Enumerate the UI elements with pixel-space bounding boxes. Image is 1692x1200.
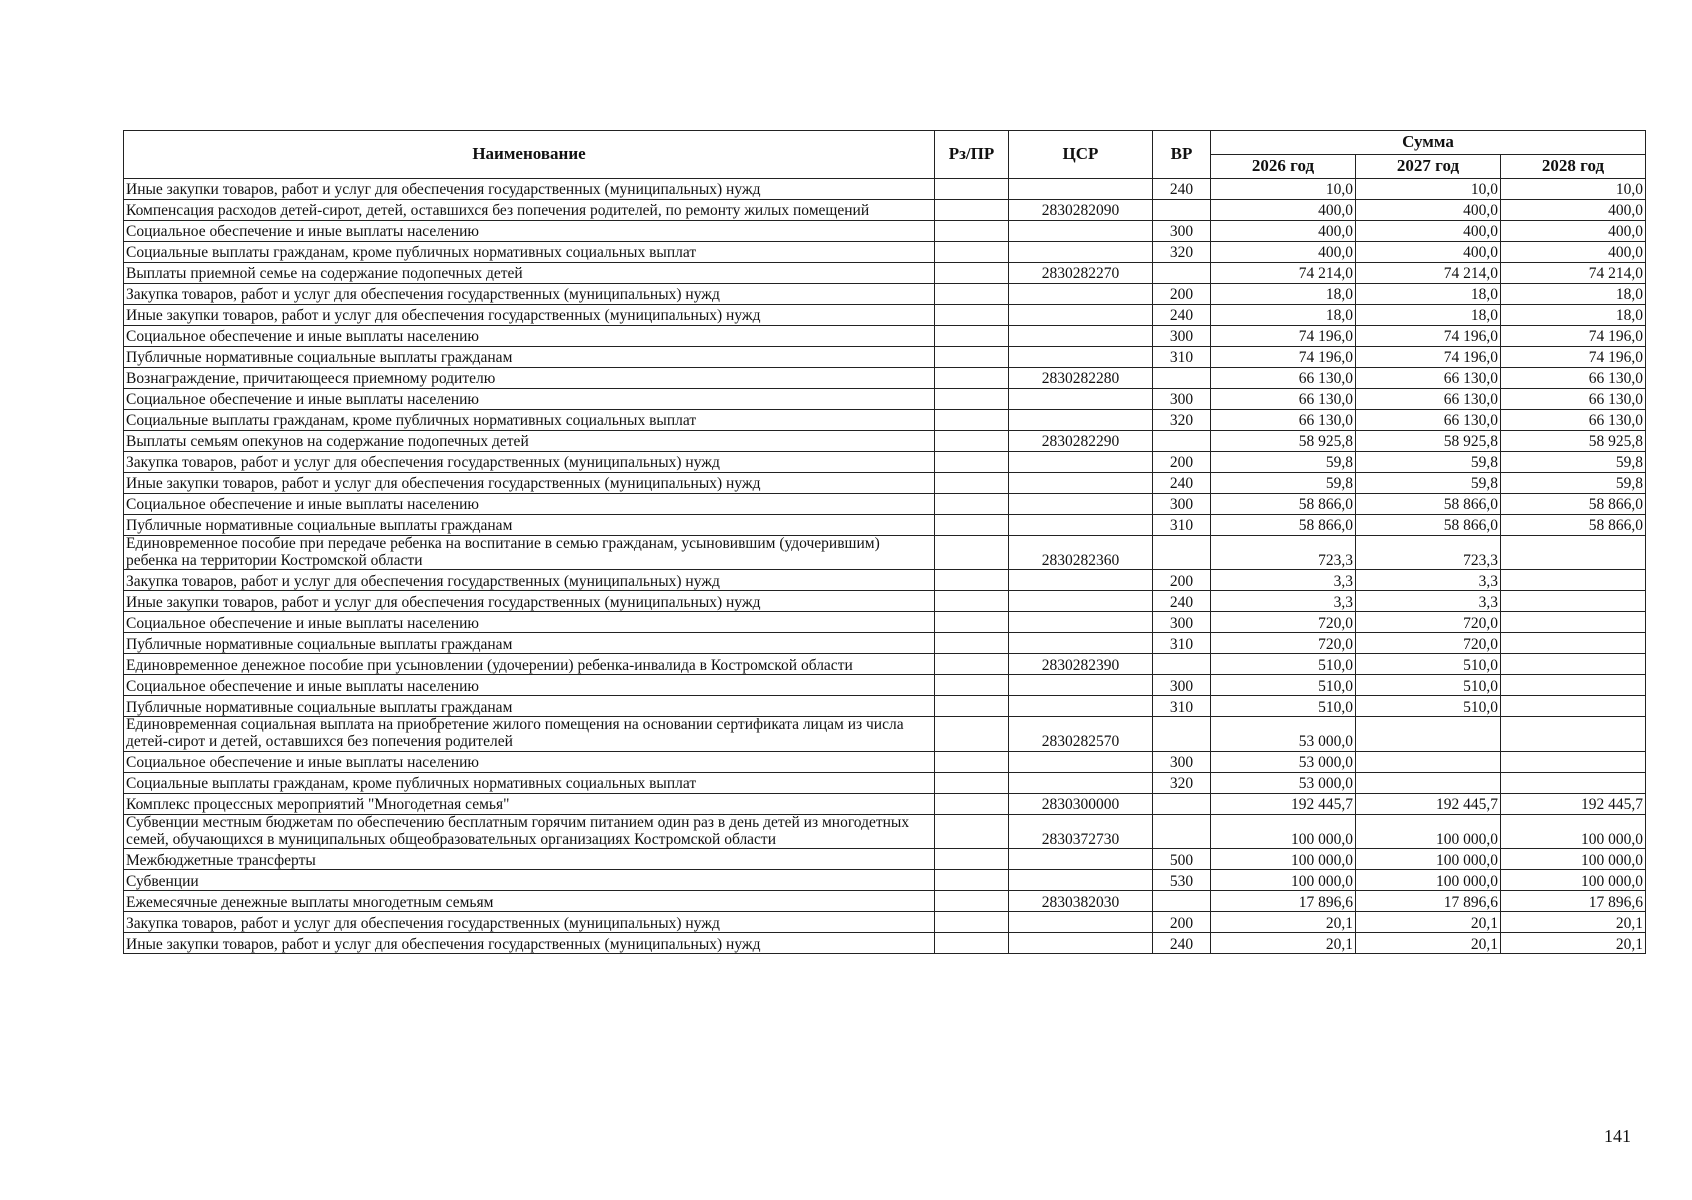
cell-name: Субвенции местным бюджетам по обеспечению бесплатным горячим питанием один раз в день детей из многодетных семей, обучающихся в муниципальных общеобразовательных организациях Костромской области	[124, 814, 935, 848]
table-row	[124, 751, 1646, 772]
cell-2028: 192 445,7	[1501, 793, 1646, 814]
cell-vr: 310	[1153, 515, 1211, 536]
cell-2027: 66 130,0	[1356, 410, 1501, 431]
cell-vr	[1153, 793, 1211, 814]
cell-csr: 2830282360	[1009, 536, 1153, 570]
cell-csr	[1009, 772, 1153, 793]
cell-csr	[1009, 179, 1153, 200]
cell-2028: 74 196,0	[1501, 326, 1646, 347]
cell-name: Публичные нормативные социальные выплаты гражданам	[124, 696, 935, 717]
cell-2026: 74 196,0	[1211, 347, 1356, 368]
cell-2028	[1501, 675, 1646, 696]
cell-2027: 18,0	[1356, 305, 1501, 326]
cell-csr	[1009, 473, 1153, 494]
cell-2026: 720,0	[1211, 633, 1356, 654]
cell-2027: 74 196,0	[1356, 326, 1501, 347]
cell-2028: 74 214,0	[1501, 263, 1646, 284]
cell-csr	[1009, 912, 1153, 933]
cell-rzpr	[935, 675, 1009, 696]
cell-2026: 17 896,6	[1211, 891, 1356, 912]
cell-csr	[1009, 570, 1153, 591]
cell-vr: 310	[1153, 347, 1211, 368]
cell-name: Социальное обеспечение и иные выплаты населению	[124, 612, 935, 633]
cell-2026: 3,3	[1211, 570, 1356, 591]
table-row	[124, 326, 1646, 347]
cell-rzpr	[935, 221, 1009, 242]
table-row	[124, 179, 1646, 200]
cell-name: Единовременная социальная выплата на приобретение жилого помещения на основании сертификата лицам из числа детей-сирот и детей, оставшихся без попечения родителей	[124, 717, 935, 751]
cell-2027: 100 000,0	[1356, 814, 1501, 848]
cell-csr	[1009, 696, 1153, 717]
cell-csr	[1009, 591, 1153, 612]
cell-csr	[1009, 870, 1153, 891]
cell-2027: 400,0	[1356, 200, 1501, 221]
cell-rzpr	[935, 263, 1009, 284]
cell-2026: 58 866,0	[1211, 494, 1356, 515]
cell-2026: 18,0	[1211, 305, 1356, 326]
cell-vr: 240	[1153, 591, 1211, 612]
table-header	[124, 131, 1646, 179]
cell-vr: 310	[1153, 633, 1211, 654]
cell-2026: 192 445,7	[1211, 793, 1356, 814]
cell-vr: 320	[1153, 772, 1211, 793]
table-row	[124, 515, 1646, 536]
cell-2026: 100 000,0	[1211, 814, 1356, 848]
cell-2027: 720,0	[1356, 633, 1501, 654]
cell-csr: 2830282280	[1009, 368, 1153, 389]
cell-name: Вознаграждение, причитающееся приемному родителю	[124, 368, 935, 389]
cell-2026: 720,0	[1211, 612, 1356, 633]
cell-rzpr	[935, 591, 1009, 612]
cell-2026: 510,0	[1211, 675, 1356, 696]
cell-name: Публичные нормативные социальные выплаты гражданам	[124, 347, 935, 368]
header-csr: ЦСР	[1009, 131, 1153, 179]
cell-vr: 240	[1153, 933, 1211, 954]
table-row	[124, 772, 1646, 793]
cell-2028: 74 196,0	[1501, 347, 1646, 368]
cell-2026: 510,0	[1211, 654, 1356, 675]
cell-2027: 723,3	[1356, 536, 1501, 570]
cell-2026: 59,8	[1211, 452, 1356, 473]
table-row	[124, 536, 1646, 570]
cell-rzpr	[935, 633, 1009, 654]
cell-2027: 510,0	[1356, 696, 1501, 717]
cell-2026: 66 130,0	[1211, 389, 1356, 410]
cell-2026: 58 866,0	[1211, 515, 1356, 536]
cell-name: Социальное обеспечение и иные выплаты населению	[124, 389, 935, 410]
cell-2027: 18,0	[1356, 284, 1501, 305]
cell-vr: 300	[1153, 612, 1211, 633]
cell-2028	[1501, 696, 1646, 717]
cell-2028: 10,0	[1501, 179, 1646, 200]
cell-2028: 100 000,0	[1501, 814, 1646, 848]
cell-2028: 100 000,0	[1501, 870, 1646, 891]
cell-rzpr	[935, 326, 1009, 347]
cell-rzpr	[935, 570, 1009, 591]
cell-name: Единовременное пособие при передаче ребенка на воспитание в семью гражданам, усыновившим (удочерившим) ребенка на территории Костромской области	[124, 536, 935, 570]
table-row	[124, 675, 1646, 696]
table-row	[124, 494, 1646, 515]
cell-2026: 59,8	[1211, 473, 1356, 494]
cell-name: Иные закупки товаров, работ и услуг для обеспечения государственных (муниципальных) нужд	[124, 473, 935, 494]
cell-name: Иные закупки товаров, работ и услуг для обеспечения государственных (муниципальных) нужд	[124, 305, 935, 326]
cell-vr	[1153, 717, 1211, 751]
cell-csr	[1009, 515, 1153, 536]
cell-2026: 20,1	[1211, 933, 1356, 954]
cell-2028: 58 925,8	[1501, 431, 1646, 452]
table-row	[124, 696, 1646, 717]
cell-csr	[1009, 612, 1153, 633]
cell-2027	[1356, 717, 1501, 751]
table-row	[124, 473, 1646, 494]
cell-name: Субвенции	[124, 870, 935, 891]
cell-2028	[1501, 633, 1646, 654]
cell-2027	[1356, 772, 1501, 793]
cell-vr: 200	[1153, 284, 1211, 305]
cell-2026: 53 000,0	[1211, 717, 1356, 751]
cell-2028: 66 130,0	[1501, 368, 1646, 389]
cell-2028: 58 866,0	[1501, 515, 1646, 536]
cell-csr	[1009, 389, 1153, 410]
cell-2028	[1501, 751, 1646, 772]
cell-csr	[1009, 933, 1153, 954]
cell-2026: 18,0	[1211, 284, 1356, 305]
cell-vr: 300	[1153, 326, 1211, 347]
cell-vr: 200	[1153, 570, 1211, 591]
cell-csr: 2830300000	[1009, 793, 1153, 814]
cell-rzpr	[935, 242, 1009, 263]
cell-csr	[1009, 452, 1153, 473]
cell-2026: 53 000,0	[1211, 751, 1356, 772]
cell-rzpr	[935, 612, 1009, 633]
cell-rzpr	[935, 933, 1009, 954]
cell-rzpr	[935, 473, 1009, 494]
table-row	[124, 612, 1646, 633]
cell-name: Социальное обеспечение и иные выплаты населению	[124, 221, 935, 242]
cell-csr	[1009, 326, 1153, 347]
cell-vr	[1153, 263, 1211, 284]
cell-name: Социальные выплаты гражданам, кроме публичных нормативных социальных выплат	[124, 242, 935, 263]
cell-2027: 59,8	[1356, 452, 1501, 473]
cell-2027: 59,8	[1356, 473, 1501, 494]
cell-2028: 400,0	[1501, 200, 1646, 221]
cell-rzpr	[935, 793, 1009, 814]
cell-2027: 400,0	[1356, 242, 1501, 263]
cell-name: Социальное обеспечение и иные выплаты населению	[124, 494, 935, 515]
cell-2026: 510,0	[1211, 696, 1356, 717]
cell-2026: 66 130,0	[1211, 410, 1356, 431]
header-year-2028: 2028 год	[1501, 155, 1646, 179]
cell-vr	[1153, 431, 1211, 452]
cell-2027: 100 000,0	[1356, 870, 1501, 891]
cell-csr	[1009, 751, 1153, 772]
cell-2027: 66 130,0	[1356, 368, 1501, 389]
cell-rzpr	[935, 200, 1009, 221]
cell-csr	[1009, 849, 1153, 870]
cell-vr: 300	[1153, 389, 1211, 410]
cell-name: Закупка товаров, работ и услуг для обеспечения государственных (муниципальных) нужд	[124, 284, 935, 305]
cell-rzpr	[935, 347, 1009, 368]
cell-name: Компенсация расходов детей-сирот, детей, оставшихся без попечения родителей, по ремонту жилых помещений	[124, 200, 935, 221]
cell-2028: 59,8	[1501, 473, 1646, 494]
cell-2027: 720,0	[1356, 612, 1501, 633]
cell-2027: 510,0	[1356, 654, 1501, 675]
cell-2027: 400,0	[1356, 221, 1501, 242]
cell-2026: 53 000,0	[1211, 772, 1356, 793]
budget-sheet	[123, 130, 1646, 954]
cell-rzpr	[935, 515, 1009, 536]
table-row	[124, 368, 1646, 389]
cell-2026: 400,0	[1211, 200, 1356, 221]
cell-vr	[1153, 536, 1211, 570]
cell-name: Публичные нормативные социальные выплаты гражданам	[124, 633, 935, 654]
cell-2027: 58 866,0	[1356, 515, 1501, 536]
table-row	[124, 912, 1646, 933]
cell-2026: 400,0	[1211, 242, 1356, 263]
cell-2028	[1501, 570, 1646, 591]
cell-2027: 17 896,6	[1356, 891, 1501, 912]
table-row	[124, 570, 1646, 591]
table-row	[124, 870, 1646, 891]
cell-2028: 58 866,0	[1501, 494, 1646, 515]
cell-name: Закупка товаров, работ и услуг для обеспечения государственных (муниципальных) нужд	[124, 452, 935, 473]
cell-rzpr	[935, 410, 1009, 431]
cell-name: Закупка товаров, работ и услуг для обеспечения государственных (муниципальных) нужд	[124, 912, 935, 933]
cell-name: Иные закупки товаров, работ и услуг для обеспечения государственных (муниципальных) нужд	[124, 933, 935, 954]
cell-rzpr	[935, 368, 1009, 389]
cell-2026: 74 214,0	[1211, 263, 1356, 284]
header-name: Наименование	[124, 131, 935, 179]
cell-csr: 2830372730	[1009, 814, 1153, 848]
table-row	[124, 654, 1646, 675]
cell-vr: 320	[1153, 242, 1211, 263]
table-row	[124, 347, 1646, 368]
cell-2027: 74 196,0	[1356, 347, 1501, 368]
table-row	[124, 633, 1646, 654]
cell-vr: 300	[1153, 675, 1211, 696]
cell-2027: 510,0	[1356, 675, 1501, 696]
table-row	[124, 891, 1646, 912]
cell-csr: 2830282570	[1009, 717, 1153, 751]
cell-2028: 59,8	[1501, 452, 1646, 473]
table-row	[124, 410, 1646, 431]
cell-2026: 3,3	[1211, 591, 1356, 612]
cell-csr: 2830282290	[1009, 431, 1153, 452]
cell-2028: 100 000,0	[1501, 849, 1646, 870]
cell-2028: 400,0	[1501, 221, 1646, 242]
cell-csr	[1009, 347, 1153, 368]
cell-rzpr	[935, 849, 1009, 870]
cell-2028: 17 896,6	[1501, 891, 1646, 912]
cell-2027: 100 000,0	[1356, 849, 1501, 870]
table-row	[124, 933, 1646, 954]
cell-csr: 2830282270	[1009, 263, 1153, 284]
cell-rzpr	[935, 431, 1009, 452]
cell-2027: 20,1	[1356, 912, 1501, 933]
table-body	[124, 179, 1646, 954]
cell-vr: 500	[1153, 849, 1211, 870]
cell-vr: 320	[1153, 410, 1211, 431]
cell-name: Социальное обеспечение и иные выплаты населению	[124, 751, 935, 772]
cell-2028	[1501, 654, 1646, 675]
cell-rzpr	[935, 494, 1009, 515]
cell-name: Закупка товаров, работ и услуг для обеспечения государственных (муниципальных) нужд	[124, 570, 935, 591]
cell-rzpr	[935, 654, 1009, 675]
cell-2028	[1501, 536, 1646, 570]
cell-2027: 66 130,0	[1356, 389, 1501, 410]
cell-vr	[1153, 200, 1211, 221]
table-row	[124, 242, 1646, 263]
cell-rzpr	[935, 814, 1009, 848]
cell-2028: 18,0	[1501, 305, 1646, 326]
cell-rzpr	[935, 891, 1009, 912]
cell-name: Социальные выплаты гражданам, кроме публичных нормативных социальных выплат	[124, 772, 935, 793]
header-year-2026: 2026 год	[1211, 155, 1356, 179]
cell-2026: 723,3	[1211, 536, 1356, 570]
cell-csr: 2830382030	[1009, 891, 1153, 912]
cell-2028: 20,1	[1501, 912, 1646, 933]
cell-rzpr	[935, 717, 1009, 751]
cell-vr	[1153, 368, 1211, 389]
cell-vr: 300	[1153, 751, 1211, 772]
cell-name: Социальное обеспечение и иные выплаты населению	[124, 675, 935, 696]
cell-2027: 192 445,7	[1356, 793, 1501, 814]
cell-name: Иные закупки товаров, работ и услуг для обеспечения государственных (муниципальных) нужд	[124, 591, 935, 612]
table-row	[124, 717, 1646, 751]
cell-2027: 20,1	[1356, 933, 1501, 954]
cell-2027: 10,0	[1356, 179, 1501, 200]
cell-vr: 240	[1153, 473, 1211, 494]
cell-2027: 3,3	[1356, 591, 1501, 612]
cell-2026: 100 000,0	[1211, 870, 1356, 891]
cell-2028: 400,0	[1501, 242, 1646, 263]
cell-rzpr	[935, 536, 1009, 570]
cell-csr	[1009, 675, 1153, 696]
cell-name: Межбюджетные трансферты	[124, 849, 935, 870]
cell-2028: 66 130,0	[1501, 410, 1646, 431]
cell-2027: 3,3	[1356, 570, 1501, 591]
cell-name: Социальное обеспечение и иные выплаты населению	[124, 326, 935, 347]
cell-csr: 2830282390	[1009, 654, 1153, 675]
cell-2027	[1356, 751, 1501, 772]
cell-2028	[1501, 591, 1646, 612]
header-rzpr: Рз/ПР	[935, 131, 1009, 179]
cell-vr: 240	[1153, 179, 1211, 200]
cell-rzpr	[935, 870, 1009, 891]
cell-vr: 240	[1153, 305, 1211, 326]
table-row	[124, 814, 1646, 848]
cell-vr	[1153, 891, 1211, 912]
cell-csr	[1009, 633, 1153, 654]
cell-2026: 100 000,0	[1211, 849, 1356, 870]
cell-name: Комплекс процессных мероприятий "Многодетная семья"	[124, 793, 935, 814]
cell-rzpr	[935, 389, 1009, 410]
cell-name: Ежемесячные денежные выплаты многодетным семьям	[124, 891, 935, 912]
header-vr: ВР	[1153, 131, 1211, 179]
cell-2026: 74 196,0	[1211, 326, 1356, 347]
table-row	[124, 849, 1646, 870]
budget-table	[123, 130, 1646, 954]
cell-name: Выплаты приемной семье на содержание подопечных детей	[124, 263, 935, 284]
cell-2026: 66 130,0	[1211, 368, 1356, 389]
table-row	[124, 263, 1646, 284]
table-row	[124, 431, 1646, 452]
cell-csr	[1009, 221, 1153, 242]
table-row	[124, 452, 1646, 473]
table-row	[124, 221, 1646, 242]
cell-vr: 200	[1153, 912, 1211, 933]
cell-2027: 58 925,8	[1356, 431, 1501, 452]
cell-vr	[1153, 654, 1211, 675]
table-row	[124, 389, 1646, 410]
table-row	[124, 793, 1646, 814]
cell-2028	[1501, 717, 1646, 751]
cell-vr: 200	[1153, 452, 1211, 473]
header-sum: Сумма	[1211, 131, 1646, 155]
cell-rzpr	[935, 305, 1009, 326]
cell-2027: 58 866,0	[1356, 494, 1501, 515]
cell-csr	[1009, 410, 1153, 431]
cell-2026: 10,0	[1211, 179, 1356, 200]
cell-rzpr	[935, 696, 1009, 717]
cell-csr	[1009, 242, 1153, 263]
cell-rzpr	[935, 912, 1009, 933]
cell-name: Социальные выплаты гражданам, кроме публичных нормативных социальных выплат	[124, 410, 935, 431]
header-year-2027: 2027 год	[1356, 155, 1501, 179]
cell-csr	[1009, 494, 1153, 515]
cell-vr: 310	[1153, 696, 1211, 717]
cell-2026: 20,1	[1211, 912, 1356, 933]
cell-2028: 20,1	[1501, 933, 1646, 954]
cell-name: Иные закупки товаров, работ и услуг для обеспечения государственных (муниципальных) нужд	[124, 179, 935, 200]
cell-2026: 58 925,8	[1211, 431, 1356, 452]
cell-rzpr	[935, 751, 1009, 772]
cell-vr: 530	[1153, 870, 1211, 891]
cell-rzpr	[935, 772, 1009, 793]
cell-2028: 18,0	[1501, 284, 1646, 305]
cell-vr: 300	[1153, 221, 1211, 242]
cell-name: Выплаты семьям опекунов на содержание подопечных детей	[124, 431, 935, 452]
cell-csr	[1009, 284, 1153, 305]
page-number: 141	[1604, 1126, 1631, 1146]
cell-vr	[1153, 814, 1211, 848]
cell-vr: 300	[1153, 494, 1211, 515]
cell-2027: 74 214,0	[1356, 263, 1501, 284]
cell-2028	[1501, 612, 1646, 633]
cell-csr: 2830282090	[1009, 200, 1153, 221]
cell-rzpr	[935, 452, 1009, 473]
table-row	[124, 200, 1646, 221]
cell-2028: 66 130,0	[1501, 389, 1646, 410]
cell-rzpr	[935, 284, 1009, 305]
cell-rzpr	[935, 179, 1009, 200]
table-row	[124, 305, 1646, 326]
cell-2026: 400,0	[1211, 221, 1356, 242]
cell-name: Единовременное денежное пособие при усыновлении (удочерении) ребенка-инвалида в Костромской области	[124, 654, 935, 675]
cell-csr	[1009, 305, 1153, 326]
cell-name: Публичные нормативные социальные выплаты гражданам	[124, 515, 935, 536]
table-row	[124, 591, 1646, 612]
table-row	[124, 284, 1646, 305]
cell-2028	[1501, 772, 1646, 793]
